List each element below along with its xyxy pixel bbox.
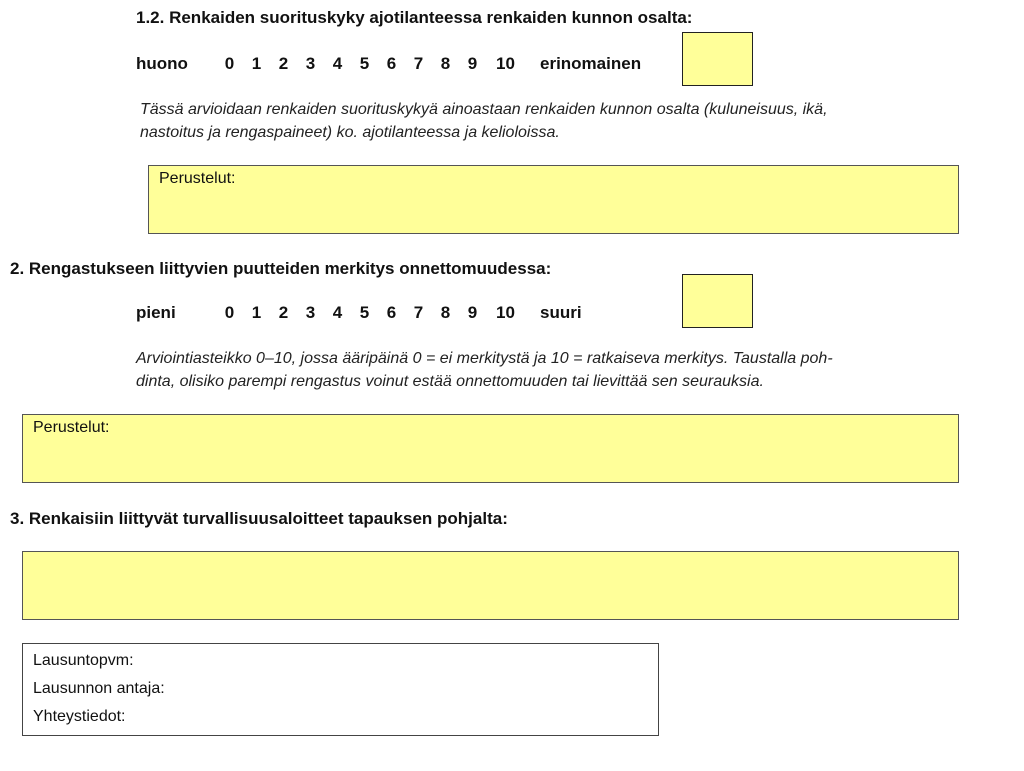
scale-number-5: 5 [359, 303, 370, 322]
section-2-note-line-2: dinta, olisiko parempi rengastus voinut estää onnettomuuden tai lievittää sen seurauksia. [136, 373, 764, 390]
scale-number-1: 1 [251, 54, 262, 73]
scale-number-1: 1 [251, 303, 262, 322]
scale-number-9: 9 [467, 54, 478, 73]
justification-field[interactable] [22, 414, 959, 483]
scale-number-10: 10 [496, 303, 515, 322]
scale-number-7: 7 [413, 54, 424, 73]
scale-number-6: 6 [386, 54, 397, 73]
statement-giver-label: Lausunnon antaja: [33, 680, 165, 697]
justification-label: Perustelut: [33, 419, 110, 436]
scale-high-label: suuri [540, 303, 582, 322]
section-2-note-line-1: Arviointiasteikko 0–10, jossa ääripäinä 0 = ei merkitystä ja 10 = ratkaiseva merkitys. Taustalla poh- [136, 350, 833, 367]
safety-initiatives-field[interactable] [22, 551, 959, 620]
scale-high-label: erinomainen [540, 54, 642, 73]
score-input-box[interactable] [682, 32, 753, 86]
scale-number-2: 2 [278, 54, 289, 73]
scale-number-7: 7 [413, 303, 424, 322]
scale-number-5: 5 [359, 54, 370, 73]
scale-number-6: 6 [386, 303, 397, 322]
statement-date-label: Lausuntopvm: [33, 652, 134, 669]
section-2-heading: 2. Rengastukseen liittyvien puutteiden merkitys onnettomuudessa: [10, 259, 552, 278]
scale-low-label: pieni [136, 303, 176, 322]
scale-low-label: huono [136, 54, 188, 73]
scale-number-8: 8 [440, 54, 451, 73]
scale-number-8: 8 [440, 303, 451, 322]
section-3-heading: 3. Renkaisiin liittyvät turvallisuusaloitteet tapauksen pohjalta: [10, 509, 508, 528]
justification-label: Perustelut: [159, 170, 236, 187]
statement-contact-label: Yhteystiedot: [33, 708, 126, 725]
scale-number-2: 2 [278, 303, 289, 322]
scale-number-4: 4 [332, 54, 343, 73]
scale-number-9: 9 [467, 303, 478, 322]
scale-number-10: 10 [496, 54, 515, 73]
scale-number-3: 3 [305, 303, 316, 322]
section-1-2-note-line-2: nastoitus ja rengaspaineet) ko. ajotilanteessa ja kelioloissa. [140, 124, 560, 141]
section-1-2-note-line-1: Tässä arvioidaan renkaiden suorituskykyä ainoastaan renkaiden kunnon osalta (kuluneisuus, ikä, [140, 101, 828, 118]
scale-number-0: 0 [224, 54, 235, 73]
scale-number-0: 0 [224, 303, 235, 322]
scale-number-3: 3 [305, 54, 316, 73]
statement-info-box [22, 643, 659, 736]
score-input-box[interactable] [682, 274, 753, 328]
scale-number-4: 4 [332, 303, 343, 322]
justification-field[interactable] [148, 165, 959, 234]
section-1-2-heading: 1.2. Renkaiden suorituskyky ajotilanteessa renkaiden kunnon osalta: [136, 8, 693, 27]
